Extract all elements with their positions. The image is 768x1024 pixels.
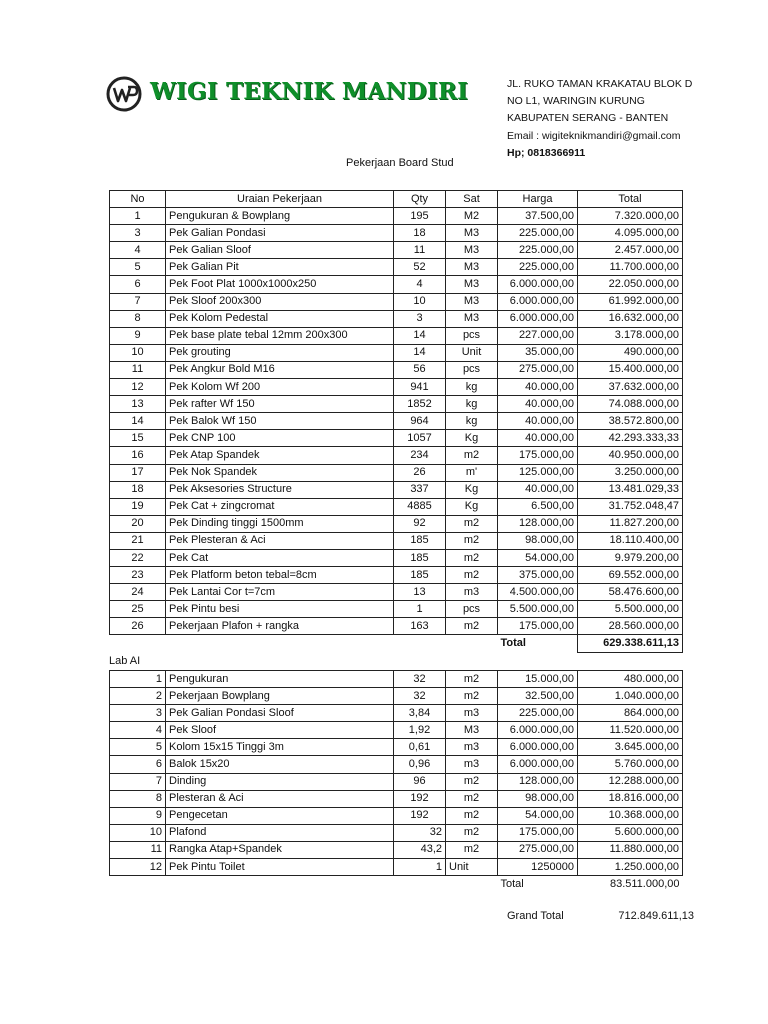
cell-total: 11.880.000,00 — [578, 841, 683, 858]
cell-total: 58.476.600,00 — [578, 584, 683, 601]
cell-no: 19 — [110, 498, 166, 515]
table-row — [110, 824, 683, 841]
table-row — [110, 807, 683, 824]
cell-no: 11 — [110, 361, 166, 378]
cell-uraian: Pek Aksesories Structure — [166, 481, 394, 498]
table-row — [110, 859, 683, 876]
table-row — [110, 515, 683, 532]
cell-no: 5 — [110, 739, 166, 756]
cell-qty: 3 — [394, 310, 446, 327]
cell-no: 12 — [110, 379, 166, 396]
cell-no: 7 — [110, 293, 166, 310]
cell-total: 69.552.000,00 — [578, 567, 683, 584]
address-line-3: KABUPATEN SERANG - BANTEN — [507, 112, 669, 125]
cell-sat: m2 — [446, 790, 498, 807]
cell-harga: 40.000,00 — [498, 379, 578, 396]
cell-qty: 1057 — [394, 430, 446, 447]
table1-total-value: 629.338.611,13 — [578, 635, 683, 652]
cell-uraian: Pengukuran & Bowplang — [166, 208, 394, 225]
cell-sat: m3 — [446, 739, 498, 756]
cell-harga: 225.000,00 — [498, 259, 578, 276]
header-uraian: Uraian Pekerjaan — [166, 191, 394, 208]
cell-harga: 225.000,00 — [498, 242, 578, 259]
cell-qty: 185 — [394, 567, 446, 584]
cell-uraian: Pek Nok Spandek — [166, 464, 394, 481]
cell-total: 61.992.000,00 — [578, 293, 683, 310]
cell-total: 15.400.000,00 — [578, 361, 683, 378]
cell-total: 864.000,00 — [578, 705, 683, 722]
cell-harga: 375.000,00 — [498, 567, 578, 584]
cell-no: 10 — [110, 824, 166, 841]
cell-uraian: Pek grouting — [166, 344, 394, 361]
table-row — [110, 705, 683, 722]
cell-total: 28.560.000,00 — [578, 618, 683, 635]
cell-total: 7.320.000,00 — [578, 208, 683, 225]
table-row — [110, 413, 683, 430]
cell-uraian: Pek Lantai Cor t=7cm — [166, 584, 394, 601]
cell-harga: 6.000.000,00 — [498, 739, 578, 756]
cell-harga: 32.500,00 — [498, 688, 578, 705]
cell-harga: 175.000,00 — [498, 618, 578, 635]
cell-no: 1 — [110, 208, 166, 225]
cell-harga: 275.000,00 — [498, 361, 578, 378]
cell-harga: 54.000,00 — [498, 807, 578, 824]
table-row — [110, 671, 683, 688]
cell-qty: 192 — [394, 790, 446, 807]
cell-harga: 6.000.000,00 — [498, 756, 578, 773]
email-line: Email : wigiteknikmandiri@gmail.com — [507, 129, 681, 142]
cell-uraian: Pek Platform beton tebal=8cm — [166, 567, 394, 584]
cell-total: 3.645.000,00 — [578, 739, 683, 756]
cell-no: 22 — [110, 549, 166, 566]
cell-harga: 5.500.000,00 — [498, 601, 578, 618]
cell-qty: 26 — [394, 464, 446, 481]
cell-uraian: Pek Dinding tinggi 1500mm — [166, 515, 394, 532]
cell-total: 10.368.000,00 — [578, 807, 683, 824]
cell-no: 26 — [110, 618, 166, 635]
table-row — [110, 208, 683, 225]
table-header — [110, 191, 683, 208]
table-row — [110, 242, 683, 259]
cell-uraian: Pengecetan — [166, 807, 394, 824]
cell-total: 11.827.200,00 — [578, 515, 683, 532]
table-row — [110, 464, 683, 481]
cell-sat: kg — [446, 396, 498, 413]
cell-total: 2.457.000,00 — [578, 242, 683, 259]
cell-sat: m2 — [446, 515, 498, 532]
cell-qty: 10 — [394, 293, 446, 310]
cell-total: 480.000,00 — [578, 671, 683, 688]
cell-total: 3.250.000,00 — [578, 464, 683, 481]
cell-no: 6 — [110, 756, 166, 773]
cell-uraian: Pekerjaan Plafon + rangka — [166, 618, 394, 635]
cell-no: 23 — [110, 567, 166, 584]
cell-sat: m2 — [446, 532, 498, 549]
cell-no: 25 — [110, 601, 166, 618]
cell-qty: 192 — [394, 807, 446, 824]
table-row — [110, 567, 683, 584]
table-row — [110, 276, 683, 293]
cell-total: 18.110.400,00 — [578, 532, 683, 549]
cell-uraian: Plafond — [166, 824, 394, 841]
cell-qty: 56 — [394, 361, 446, 378]
table-row — [110, 327, 683, 344]
cell-sat: m2 — [446, 773, 498, 790]
cell-no: 8 — [110, 310, 166, 327]
cell-harga: 225.000,00 — [498, 705, 578, 722]
table-row — [110, 841, 683, 858]
cell-total: 3.178.000,00 — [578, 327, 683, 344]
cell-sat: Unit — [446, 344, 498, 361]
table-row — [110, 447, 683, 464]
cell-uraian: Pek Cat + zingcromat — [166, 498, 394, 515]
cell-no: 1 — [110, 671, 166, 688]
cell-uraian: Pekerjaan Bowplang — [166, 688, 394, 705]
cell-qty: 0,61 — [394, 739, 446, 756]
cell-harga: 40.000,00 — [498, 430, 578, 447]
cell-qty: 1,92 — [394, 722, 446, 739]
table-row — [110, 739, 683, 756]
table-row — [110, 773, 683, 790]
cell-qty: 1 — [394, 601, 446, 618]
cell-sat: m3 — [446, 705, 498, 722]
table-row — [110, 498, 683, 515]
cell-qty: 96 — [394, 773, 446, 790]
cell-total: 37.632.000,00 — [578, 379, 683, 396]
cell-sat: M3 — [446, 310, 498, 327]
table2-total-value: 83.511.000,00 — [609, 877, 680, 890]
cell-total: 40.950.000,00 — [578, 447, 683, 464]
cell-uraian: Pek base plate tebal 12mm 200x300 — [166, 327, 394, 344]
cell-uraian: Balok 15x20 — [166, 756, 394, 773]
cell-total: 1.250.000,00 — [578, 859, 683, 876]
cell-total: 5.760.000,00 — [578, 756, 683, 773]
table-row — [110, 601, 683, 618]
cell-harga: 125.000,00 — [498, 464, 578, 481]
cell-qty: 195 — [394, 208, 446, 225]
cell-uraian: Pek Galian Sloof — [166, 242, 394, 259]
cell-uraian: Pek rafter Wf 150 — [166, 396, 394, 413]
cell-sat: M3 — [446, 242, 498, 259]
cell-qty: 13 — [394, 584, 446, 601]
table1-total-row — [110, 635, 683, 652]
cell-qty: 964 — [394, 413, 446, 430]
cell-total: 31.752.048,47 — [578, 498, 683, 515]
cell-uraian: Pek Cat — [166, 549, 394, 566]
cell-harga: 6.000.000,00 — [498, 276, 578, 293]
address-line-1: JL. RUKO TAMAN KRAKATAU BLOK D — [507, 78, 693, 90]
cell-no: 6 — [110, 276, 166, 293]
table-row — [110, 361, 683, 378]
table-row — [110, 481, 683, 498]
cell-qty: 52 — [394, 259, 446, 276]
cell-harga: 6.500,00 — [498, 498, 578, 515]
lab-table — [109, 670, 683, 892]
cell-qty: 0,96 — [394, 756, 446, 773]
cell-qty: 1 — [394, 859, 446, 876]
cell-uraian: Pek Galian Pondasi Sloof — [166, 705, 394, 722]
cell-qty: 14 — [394, 327, 446, 344]
cell-uraian: Plesteran & Aci — [166, 790, 394, 807]
cell-sat: pcs — [446, 601, 498, 618]
cell-qty: 92 — [394, 515, 446, 532]
company-name: WIGI TEKNIK MANDIRI — [150, 78, 469, 105]
header-harga: Harga — [498, 191, 578, 208]
cell-qty: 32 — [394, 671, 446, 688]
cell-harga: 128.000,00 — [498, 773, 578, 790]
cell-total: 12.288.000,00 — [578, 773, 683, 790]
table-row — [110, 259, 683, 276]
cell-no: 13 — [110, 396, 166, 413]
table-row — [110, 584, 683, 601]
cell-uraian: Pek Angkur Bold M16 — [166, 361, 394, 378]
cell-no: 16 — [110, 447, 166, 464]
cell-no: 9 — [110, 807, 166, 824]
cell-no: 17 — [110, 464, 166, 481]
cell-sat: M3 — [446, 722, 498, 739]
grand-total — [507, 910, 694, 922]
cell-harga: 37.500,00 — [498, 208, 578, 225]
address-line-2: NO L1, WARINGIN KURUNG — [507, 95, 645, 108]
table-row — [110, 430, 683, 447]
cell-sat: m2 — [446, 671, 498, 688]
cell-uraian: Pek Galian Pondasi — [166, 225, 394, 242]
cell-no: 8 — [110, 790, 166, 807]
cell-total: 42.293.333,33 — [578, 430, 683, 447]
header-no: No — [110, 191, 166, 208]
cell-total: 9.979.200,00 — [578, 549, 683, 566]
table-row — [110, 722, 683, 739]
table-row — [110, 549, 683, 566]
cell-harga: 6.000.000,00 — [498, 310, 578, 327]
board-stud-table — [109, 190, 683, 653]
company-address — [507, 76, 692, 162]
cell-qty: 1852 — [394, 396, 446, 413]
cell-harga: 35.000,00 — [498, 344, 578, 361]
cell-no: 7 — [110, 773, 166, 790]
table-row — [110, 396, 683, 413]
cell-total: 22.050.000,00 — [578, 276, 683, 293]
cell-sat: M3 — [446, 225, 498, 242]
cell-harga: 4.500.000,00 — [498, 584, 578, 601]
cell-no: 10 — [110, 344, 166, 361]
cell-sat: m2 — [446, 841, 498, 858]
cell-qty: 185 — [394, 549, 446, 566]
cell-sat: Kg — [446, 481, 498, 498]
cell-no: 14 — [110, 413, 166, 430]
cell-harga: 175.000,00 — [498, 447, 578, 464]
cell-sat: M3 — [446, 293, 498, 310]
table1-total-label: Total — [500, 637, 526, 650]
cell-sat: m2 — [446, 807, 498, 824]
table-row — [110, 293, 683, 310]
cell-no: 4 — [110, 722, 166, 739]
cell-qty: 4885 — [394, 498, 446, 515]
cell-uraian: Pengukuran — [166, 671, 394, 688]
table-row — [110, 344, 683, 361]
cell-sat: m2 — [446, 618, 498, 635]
cell-harga: 227.000,00 — [498, 327, 578, 344]
table-row — [110, 790, 683, 807]
cell-uraian: Pek CNP 100 — [166, 430, 394, 447]
cell-total: 4.095.000,00 — [578, 225, 683, 242]
cell-harga: 275.000,00 — [498, 841, 578, 858]
cell-harga: 40.000,00 — [498, 413, 578, 430]
cell-total: 5.600.000,00 — [578, 824, 683, 841]
document-title: Pekerjaan Board Stud — [346, 157, 454, 169]
cell-no: 12 — [110, 859, 166, 876]
header-sat: Sat — [446, 191, 498, 208]
cell-no: 18 — [110, 481, 166, 498]
cell-qty: 43,2 — [394, 841, 446, 858]
cell-no: 5 — [110, 259, 166, 276]
cell-uraian: Pek Foot Plat 1000x1000x250 — [166, 276, 394, 293]
cell-uraian: Dinding — [166, 773, 394, 790]
cell-qty: 32 — [394, 824, 446, 841]
cell-harga: 175.000,00 — [498, 824, 578, 841]
cell-sat: Kg — [446, 498, 498, 515]
cell-uraian: Kolom 15x15 Tinggi 3m — [166, 739, 394, 756]
cell-total: 11.700.000,00 — [578, 259, 683, 276]
cell-sat: M3 — [446, 259, 498, 276]
cell-no: 20 — [110, 515, 166, 532]
cell-no: 2 — [110, 688, 166, 705]
cell-harga: 98.000,00 — [498, 532, 578, 549]
cell-harga: 1250000 — [498, 859, 578, 876]
cell-sat: pcs — [446, 361, 498, 378]
cell-sat: m2 — [446, 567, 498, 584]
grand-total-value: 712.849.611,13 — [618, 910, 694, 922]
cell-qty: 4 — [394, 276, 446, 293]
table-row — [110, 756, 683, 773]
cell-total: 38.572.800,00 — [578, 413, 683, 430]
phone-line: Hp; 0818366911 — [507, 146, 586, 159]
cell-qty: 185 — [394, 532, 446, 549]
cell-sat: Kg — [446, 430, 498, 447]
cell-qty: 18 — [394, 225, 446, 242]
cell-uraian: Pek Atap Spandek — [166, 447, 394, 464]
table-row — [110, 532, 683, 549]
cell-qty: 3,84 — [394, 705, 446, 722]
cell-harga: 98.000,00 — [498, 790, 578, 807]
cell-uraian: Rangka Atap+Spandek — [166, 841, 394, 858]
cell-uraian: Pek Sloof 200x300 — [166, 293, 394, 310]
cell-qty: 337 — [394, 481, 446, 498]
cell-no: 21 — [110, 532, 166, 549]
cell-total: 16.632.000,00 — [578, 310, 683, 327]
cell-uraian: Pek Sloof — [166, 722, 394, 739]
cell-total: 13.481.029,33 — [578, 481, 683, 498]
grand-total-label: Grand Total — [507, 910, 564, 922]
cell-harga: 6.000.000,00 — [498, 293, 578, 310]
table-row — [110, 225, 683, 242]
company-logo — [106, 74, 469, 114]
cell-harga: 40.000,00 — [498, 396, 578, 413]
cell-qty: 14 — [394, 344, 446, 361]
cell-harga: 6.000.000,00 — [498, 722, 578, 739]
cell-uraian: Pek Galian Pit — [166, 259, 394, 276]
cell-total: 1.040.000,00 — [578, 688, 683, 705]
cell-uraian: Pek Kolom Wf 200 — [166, 379, 394, 396]
cell-no: 3 — [110, 705, 166, 722]
cell-harga: 15.000,00 — [498, 671, 578, 688]
header-qty: Qty — [394, 191, 446, 208]
cell-uraian: Pek Pintu Toilet — [166, 859, 394, 876]
cell-total: 74.088.000,00 — [578, 396, 683, 413]
cell-sat: kg — [446, 379, 498, 396]
cell-qty: 32 — [394, 688, 446, 705]
table-row — [110, 379, 683, 396]
cell-sat: m2 — [446, 824, 498, 841]
cell-sat: Unit — [446, 859, 498, 876]
table2-total-label: Total — [500, 877, 524, 890]
table-row — [110, 310, 683, 327]
cell-sat: m2 — [446, 688, 498, 705]
cell-total: 18.816.000,00 — [578, 790, 683, 807]
cell-qty: 234 — [394, 447, 446, 464]
cell-harga: 40.000,00 — [498, 481, 578, 498]
cell-qty: 941 — [394, 379, 446, 396]
cell-total: 11.520.000,00 — [578, 722, 683, 739]
cell-harga: 128.000,00 — [498, 515, 578, 532]
cell-harga: 54.000,00 — [498, 549, 578, 566]
table-row — [110, 618, 683, 635]
lab-section-title: Lab AI — [109, 655, 141, 667]
cell-sat: m2 — [446, 447, 498, 464]
cell-uraian: Pek Kolom Pedestal — [166, 310, 394, 327]
cell-sat: M2 — [446, 208, 498, 225]
cell-uraian: Pek Plesteran & Aci — [166, 532, 394, 549]
cell-uraian: Pek Pintu besi — [166, 601, 394, 618]
wigi-logo-icon — [106, 76, 142, 112]
cell-total: 490.000,00 — [578, 344, 683, 361]
cell-sat: m3 — [446, 756, 498, 773]
cell-sat: m3 — [446, 584, 498, 601]
cell-sat: pcs — [446, 327, 498, 344]
cell-sat: m2 — [446, 549, 498, 566]
cell-sat: m' — [446, 464, 498, 481]
cell-harga: 225.000,00 — [498, 225, 578, 242]
cell-sat: M3 — [446, 276, 498, 293]
table2-total-row — [110, 876, 683, 893]
table-row — [110, 688, 683, 705]
cell-no: 24 — [110, 584, 166, 601]
cell-no: 11 — [110, 841, 166, 858]
cell-qty: 11 — [394, 242, 446, 259]
cell-qty: 163 — [394, 618, 446, 635]
cell-no: 4 — [110, 242, 166, 259]
cell-sat: kg — [446, 413, 498, 430]
cell-no: 3 — [110, 225, 166, 242]
header-total: Total — [578, 191, 683, 208]
cell-no: 15 — [110, 430, 166, 447]
cell-total: 5.500.000,00 — [578, 601, 683, 618]
cell-no: 9 — [110, 327, 166, 344]
cell-uraian: Pek Balok Wf 150 — [166, 413, 394, 430]
